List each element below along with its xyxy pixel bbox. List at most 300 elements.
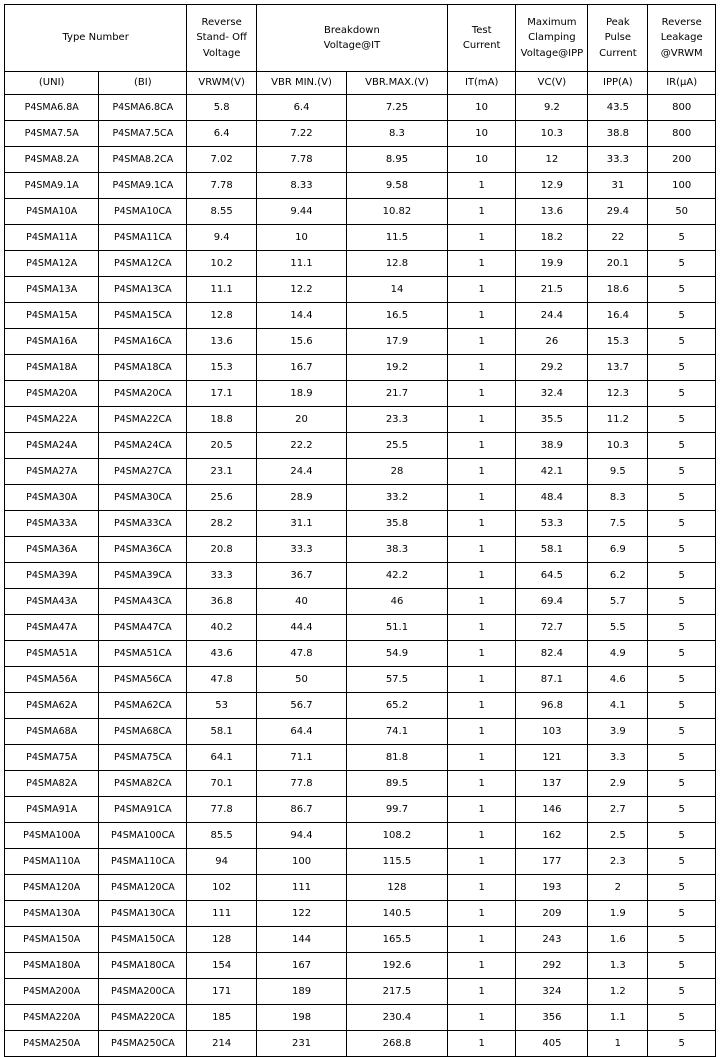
cell-vc: 69.4 <box>516 589 588 615</box>
cell-bi-part-number: P4SMA130CA <box>99 901 187 927</box>
cell-uni-part-number: P4SMA56A <box>5 667 99 693</box>
cell-ipp: 10.3 <box>588 433 648 459</box>
cell-vbr-min: 18.9 <box>256 381 346 407</box>
cell-vrwm: 28.2 <box>187 511 257 537</box>
cell-it: 10 <box>447 121 516 147</box>
cell-it: 1 <box>447 823 516 849</box>
cell-vbr-max: 11.5 <box>347 225 448 251</box>
cell-uni-part-number: P4SMA82A <box>5 771 99 797</box>
cell-vbr-max: 140.5 <box>347 901 448 927</box>
column-header-ipp: IPP(A) <box>588 72 648 95</box>
cell-it: 1 <box>447 329 516 355</box>
cell-vbr-min: 20 <box>256 407 346 433</box>
header-line: Voltage@IT <box>323 40 381 51</box>
cell-ipp: 3.9 <box>588 719 648 745</box>
table-row <box>5 667 716 693</box>
cell-bi-part-number: P4SMA47CA <box>99 615 187 641</box>
cell-it: 1 <box>447 303 516 329</box>
cell-vc: 121 <box>516 745 588 771</box>
cell-ir: 5 <box>648 537 716 563</box>
cell-vbr-min: 47.8 <box>256 641 346 667</box>
header-line: Breakdown <box>324 24 380 36</box>
cell-vbr-max: 28 <box>347 459 448 485</box>
cell-uni-part-number: P4SMA27A <box>5 459 99 485</box>
cell-uni-part-number: P4SMA24A <box>5 433 99 459</box>
cell-vrwm: 102 <box>187 875 257 901</box>
cell-bi-part-number: P4SMA11CA <box>99 225 187 251</box>
table-row <box>5 927 716 953</box>
cell-vc: 72.7 <box>516 615 588 641</box>
cell-vbr-min: 111 <box>256 875 346 901</box>
cell-vc: 177 <box>516 849 588 875</box>
cell-ipp: 4.6 <box>588 667 648 693</box>
cell-uni-part-number: P4SMA39A <box>5 563 99 589</box>
cell-bi-part-number: P4SMA7.5CA <box>99 121 187 147</box>
cell-ir: 5 <box>648 979 716 1005</box>
cell-ir: 5 <box>648 849 716 875</box>
cell-it: 1 <box>447 849 516 875</box>
table-row <box>5 95 716 121</box>
cell-bi-part-number: P4SMA91CA <box>99 797 187 823</box>
cell-vc: 9.2 <box>516 95 588 121</box>
cell-vbr-min: 28.9 <box>256 485 346 511</box>
cell-ir: 5 <box>648 953 716 979</box>
cell-ir: 5 <box>648 797 716 823</box>
cell-vbr-min: 14.4 <box>256 303 346 329</box>
table-header <box>5 5 716 95</box>
header-line: Pulse <box>604 32 632 44</box>
cell-bi-part-number: P4SMA9.1CA <box>99 173 187 199</box>
cell-vbr-min: 100 <box>256 849 346 875</box>
cell-bi-part-number: P4SMA15CA <box>99 303 187 329</box>
cell-vrwm: 185 <box>187 1005 257 1031</box>
cell-uni-part-number: P4SMA200A <box>5 979 99 1005</box>
header-group-test-current <box>447 5 516 72</box>
cell-ir: 5 <box>648 823 716 849</box>
cell-vc: 103 <box>516 719 588 745</box>
cell-ir: 5 <box>648 563 716 589</box>
cell-bi-part-number: P4SMA10CA <box>99 199 187 225</box>
cell-vbr-min: 7.78 <box>256 147 346 173</box>
cell-vbr-max: 25.5 <box>347 433 448 459</box>
cell-vbr-max: 33.2 <box>347 485 448 511</box>
cell-uni-part-number: P4SMA7.5A <box>5 121 99 147</box>
cell-uni-part-number: P4SMA62A <box>5 693 99 719</box>
cell-vbr-min: 10 <box>256 225 346 251</box>
table-row <box>5 719 716 745</box>
cell-uni-part-number: P4SMA18A <box>5 355 99 381</box>
cell-ipp: 43.5 <box>588 95 648 121</box>
cell-bi-part-number: P4SMA68CA <box>99 719 187 745</box>
table-row <box>5 407 716 433</box>
cell-bi-part-number: P4SMA13CA <box>99 277 187 303</box>
cell-vbr-min: 86.7 <box>256 797 346 823</box>
table-row <box>5 433 716 459</box>
cell-uni-part-number: P4SMA20A <box>5 381 99 407</box>
cell-ipp: 20.1 <box>588 251 648 277</box>
cell-ipp: 2 <box>588 875 648 901</box>
cell-vbr-min: 64.4 <box>256 719 346 745</box>
cell-bi-part-number: P4SMA150CA <box>99 927 187 953</box>
table-row <box>5 641 716 667</box>
cell-vrwm: 47.8 <box>187 667 257 693</box>
cell-ipp: 13.7 <box>588 355 648 381</box>
table-row <box>5 121 716 147</box>
cell-vbr-min: 50 <box>256 667 346 693</box>
cell-vbr-min: 36.7 <box>256 563 346 589</box>
cell-uni-part-number: P4SMA12A <box>5 251 99 277</box>
cell-vrwm: 20.5 <box>187 433 257 459</box>
cell-vrwm: 11.1 <box>187 277 257 303</box>
table-row <box>5 589 716 615</box>
cell-ir: 50 <box>648 199 716 225</box>
cell-vbr-max: 89.5 <box>347 771 448 797</box>
cell-vbr-max: 7.25 <box>347 95 448 121</box>
cell-it: 1 <box>447 459 516 485</box>
cell-bi-part-number: P4SMA100CA <box>99 823 187 849</box>
cell-it: 10 <box>447 147 516 173</box>
cell-bi-part-number: P4SMA36CA <box>99 537 187 563</box>
cell-it: 1 <box>447 797 516 823</box>
cell-ipp: 22 <box>588 225 648 251</box>
header-line: Test <box>471 24 492 36</box>
table-row <box>5 615 716 641</box>
cell-ipp: 1.2 <box>588 979 648 1005</box>
cell-ir: 5 <box>648 615 716 641</box>
header-line: Stand- Off <box>196 32 247 44</box>
cell-vbr-max: 8.3 <box>347 121 448 147</box>
cell-vc: 12 <box>516 147 588 173</box>
cell-vbr-max: 46 <box>347 589 448 615</box>
cell-vbr-min: 71.1 <box>256 745 346 771</box>
cell-vbr-max: 14 <box>347 277 448 303</box>
cell-vc: 356 <box>516 1005 588 1031</box>
cell-ir: 200 <box>648 147 716 173</box>
table-row <box>5 745 716 771</box>
cell-vrwm: 12.8 <box>187 303 257 329</box>
cell-it: 1 <box>447 927 516 953</box>
cell-vc: 19.9 <box>516 251 588 277</box>
cell-ir: 5 <box>648 459 716 485</box>
cell-bi-part-number: P4SMA30CA <box>99 485 187 511</box>
column-header-bi: (BI) <box>99 72 187 95</box>
cell-vbr-min: 40 <box>256 589 346 615</box>
cell-bi-part-number: P4SMA43CA <box>99 589 187 615</box>
table-row <box>5 225 716 251</box>
cell-ir: 100 <box>648 173 716 199</box>
cell-ir: 5 <box>648 485 716 511</box>
cell-ipp: 31 <box>588 173 648 199</box>
header-line: Reverse <box>661 16 702 28</box>
cell-vrwm: 171 <box>187 979 257 1005</box>
cell-bi-part-number: P4SMA12CA <box>99 251 187 277</box>
cell-vbr-max: 9.58 <box>347 173 448 199</box>
cell-vc: 21.5 <box>516 277 588 303</box>
cell-bi-part-number: P4SMA200CA <box>99 979 187 1005</box>
cell-ipp: 38.8 <box>588 121 648 147</box>
cell-ipp: 12.3 <box>588 381 648 407</box>
header-line: Voltage@IPP <box>520 47 584 59</box>
cell-it: 1 <box>447 355 516 381</box>
cell-bi-part-number: P4SMA110CA <box>99 849 187 875</box>
cell-ipp: 2.5 <box>588 823 648 849</box>
cell-uni-part-number: P4SMA120A <box>5 875 99 901</box>
cell-vrwm: 18.8 <box>187 407 257 433</box>
table-row <box>5 901 716 927</box>
cell-ir: 5 <box>648 1005 716 1031</box>
cell-vc: 193 <box>516 875 588 901</box>
cell-vrwm: 154 <box>187 953 257 979</box>
cell-vc: 82.4 <box>516 641 588 667</box>
cell-ipp: 1.3 <box>588 953 648 979</box>
cell-it: 1 <box>447 693 516 719</box>
header-line: Maximum <box>527 16 577 28</box>
table-row <box>5 251 716 277</box>
cell-vbr-min: 22.2 <box>256 433 346 459</box>
cell-ir: 5 <box>648 225 716 251</box>
cell-vrwm: 7.02 <box>187 147 257 173</box>
header-group-reverse-standoff-voltage <box>187 5 257 72</box>
cell-ir: 5 <box>648 745 716 771</box>
cell-vbr-min: 16.7 <box>256 355 346 381</box>
column-header-it: IT(mA) <box>447 72 516 95</box>
table-row <box>5 303 716 329</box>
cell-vc: 146 <box>516 797 588 823</box>
cell-vbr-max: 54.9 <box>347 641 448 667</box>
cell-vrwm: 70.1 <box>187 771 257 797</box>
cell-it: 1 <box>447 901 516 927</box>
cell-uni-part-number: P4SMA8.2A <box>5 147 99 173</box>
header-group-type-number <box>5 5 187 72</box>
cell-ir: 5 <box>648 251 716 277</box>
cell-vbr-max: 217.5 <box>347 979 448 1005</box>
cell-it: 1 <box>447 251 516 277</box>
cell-it: 1 <box>447 875 516 901</box>
table-row <box>5 979 716 1005</box>
cell-vbr-max: 51.1 <box>347 615 448 641</box>
cell-ipp: 33.3 <box>588 147 648 173</box>
cell-bi-part-number: P4SMA22CA <box>99 407 187 433</box>
table-row <box>5 173 716 199</box>
cell-bi-part-number: P4SMA33CA <box>99 511 187 537</box>
cell-vbr-max: 65.2 <box>347 693 448 719</box>
cell-bi-part-number: P4SMA62CA <box>99 693 187 719</box>
table-row <box>5 147 716 173</box>
cell-uni-part-number: P4SMA150A <box>5 927 99 953</box>
cell-uni-part-number: P4SMA6.8A <box>5 95 99 121</box>
cell-vbr-min: 11.1 <box>256 251 346 277</box>
header-line: Peak <box>605 16 630 28</box>
cell-uni-part-number: P4SMA16A <box>5 329 99 355</box>
cell-bi-part-number: P4SMA180CA <box>99 953 187 979</box>
cell-bi-part-number: P4SMA6.8CA <box>99 95 187 121</box>
cell-vrwm: 5.8 <box>187 95 257 121</box>
cell-ir: 5 <box>648 641 716 667</box>
table-row <box>5 485 716 511</box>
table-row <box>5 537 716 563</box>
cell-vbr-min: 7.22 <box>256 121 346 147</box>
table-row <box>5 823 716 849</box>
cell-bi-part-number: P4SMA56CA <box>99 667 187 693</box>
cell-vbr-max: 74.1 <box>347 719 448 745</box>
cell-uni-part-number: P4SMA33A <box>5 511 99 537</box>
cell-vbr-max: 12.8 <box>347 251 448 277</box>
cell-ir: 5 <box>648 433 716 459</box>
cell-vrwm: 77.8 <box>187 797 257 823</box>
header-line: Leakage <box>660 32 703 44</box>
cell-bi-part-number: P4SMA220CA <box>99 1005 187 1031</box>
cell-bi-part-number: P4SMA82CA <box>99 771 187 797</box>
cell-ipp: 11.2 <box>588 407 648 433</box>
table-row <box>5 563 716 589</box>
cell-uni-part-number: P4SMA91A <box>5 797 99 823</box>
cell-vbr-max: 8.95 <box>347 147 448 173</box>
cell-ir: 5 <box>648 1031 716 1057</box>
cell-it: 10 <box>447 95 516 121</box>
cell-it: 1 <box>447 1031 516 1057</box>
cell-vc: 18.2 <box>516 225 588 251</box>
cell-ipp: 5.5 <box>588 615 648 641</box>
cell-vbr-max: 16.5 <box>347 303 448 329</box>
cell-ir: 5 <box>648 875 716 901</box>
cell-vbr-max: 99.7 <box>347 797 448 823</box>
cell-vbr-max: 165.5 <box>347 927 448 953</box>
cell-vrwm: 23.1 <box>187 459 257 485</box>
cell-vbr-max: 81.8 <box>347 745 448 771</box>
cell-it: 1 <box>447 667 516 693</box>
cell-vbr-min: 31.1 <box>256 511 346 537</box>
cell-it: 1 <box>447 381 516 407</box>
table-row <box>5 771 716 797</box>
cell-vrwm: 6.4 <box>187 121 257 147</box>
cell-bi-part-number: P4SMA27CA <box>99 459 187 485</box>
cell-ir: 5 <box>648 719 716 745</box>
header-line: @VRWM <box>660 47 703 59</box>
cell-ipp: 1.6 <box>588 927 648 953</box>
cell-vrwm: 8.55 <box>187 199 257 225</box>
cell-ipp: 3.3 <box>588 745 648 771</box>
cell-vc: 26 <box>516 329 588 355</box>
cell-vbr-max: 115.5 <box>347 849 448 875</box>
cell-vbr-min: 198 <box>256 1005 346 1031</box>
table-row <box>5 693 716 719</box>
cell-vbr-max: 268.8 <box>347 1031 448 1057</box>
cell-vc: 405 <box>516 1031 588 1057</box>
column-header-vc: VC(V) <box>516 72 588 95</box>
cell-ipp: 2.9 <box>588 771 648 797</box>
cell-vbr-min: 9.44 <box>256 199 346 225</box>
cell-it: 1 <box>447 225 516 251</box>
cell-it: 1 <box>447 589 516 615</box>
cell-ir: 5 <box>648 667 716 693</box>
cell-bi-part-number: P4SMA120CA <box>99 875 187 901</box>
cell-it: 1 <box>447 953 516 979</box>
cell-ir: 5 <box>648 511 716 537</box>
cell-it: 1 <box>447 407 516 433</box>
cell-ir: 5 <box>648 771 716 797</box>
table-row <box>5 511 716 537</box>
cell-uni-part-number: P4SMA9.1A <box>5 173 99 199</box>
cell-vc: 53.3 <box>516 511 588 537</box>
cell-vbr-min: 24.4 <box>256 459 346 485</box>
cell-uni-part-number: P4SMA47A <box>5 615 99 641</box>
header-line: Voltage <box>202 47 241 59</box>
cell-vrwm: 10.2 <box>187 251 257 277</box>
table-row <box>5 849 716 875</box>
cell-vrwm: 85.5 <box>187 823 257 849</box>
cell-vbr-max: 19.2 <box>347 355 448 381</box>
cell-vbr-min: 94.4 <box>256 823 346 849</box>
cell-ipp: 6.9 <box>588 537 648 563</box>
cell-ipp: 5.7 <box>588 589 648 615</box>
cell-ipp: 4.9 <box>588 641 648 667</box>
cell-vrwm: 53 <box>187 693 257 719</box>
cell-vrwm: 9.4 <box>187 225 257 251</box>
cell-vrwm: 214 <box>187 1031 257 1057</box>
cell-vrwm: 15.3 <box>187 355 257 381</box>
cell-vc: 209 <box>516 901 588 927</box>
cell-uni-part-number: P4SMA180A <box>5 953 99 979</box>
cell-vbr-min: 189 <box>256 979 346 1005</box>
column-header-uni: (UNI) <box>5 72 99 95</box>
cell-vc: 10.3 <box>516 121 588 147</box>
cell-vbr-min: 8.33 <box>256 173 346 199</box>
cell-vbr-max: 128 <box>347 875 448 901</box>
cell-it: 1 <box>447 719 516 745</box>
header-group-peak-pulse-current <box>588 5 648 72</box>
cell-it: 1 <box>447 745 516 771</box>
cell-vc: 13.6 <box>516 199 588 225</box>
cell-bi-part-number: P4SMA75CA <box>99 745 187 771</box>
cell-vc: 38.9 <box>516 433 588 459</box>
cell-vc: 12.9 <box>516 173 588 199</box>
cell-vbr-max: 21.7 <box>347 381 448 407</box>
cell-ipp: 18.6 <box>588 277 648 303</box>
cell-vbr-min: 6.4 <box>256 95 346 121</box>
cell-uni-part-number: P4SMA43A <box>5 589 99 615</box>
cell-ir: 5 <box>648 693 716 719</box>
cell-ir: 5 <box>648 355 716 381</box>
cell-vc: 292 <box>516 953 588 979</box>
cell-vc: 29.2 <box>516 355 588 381</box>
cell-bi-part-number: P4SMA51CA <box>99 641 187 667</box>
header-line: Type Number <box>62 32 129 44</box>
cell-vbr-min: 167 <box>256 953 346 979</box>
cell-vbr-min: 231 <box>256 1031 346 1057</box>
cell-bi-part-number: P4SMA16CA <box>99 329 187 355</box>
cell-it: 1 <box>447 563 516 589</box>
cell-ipp: 16.4 <box>588 303 648 329</box>
cell-it: 1 <box>447 173 516 199</box>
cell-vrwm: 64.1 <box>187 745 257 771</box>
cell-ir: 800 <box>648 95 716 121</box>
cell-vrwm: 94 <box>187 849 257 875</box>
cell-ir: 800 <box>648 121 716 147</box>
cell-vc: 48.4 <box>516 485 588 511</box>
cell-uni-part-number: P4SMA13A <box>5 277 99 303</box>
cell-bi-part-number: P4SMA24CA <box>99 433 187 459</box>
cell-bi-part-number: P4SMA39CA <box>99 563 187 589</box>
cell-it: 1 <box>447 1005 516 1031</box>
cell-vrwm: 20.8 <box>187 537 257 563</box>
cell-ir: 5 <box>648 901 716 927</box>
cell-uni-part-number: P4SMA36A <box>5 537 99 563</box>
cell-vrwm: 40.2 <box>187 615 257 641</box>
column-header-vbr-max: VBR.MAX.(V) <box>347 72 448 95</box>
cell-vrwm: 17.1 <box>187 381 257 407</box>
column-header-ir: IR(μA) <box>648 72 716 95</box>
cell-ipp: 1.9 <box>588 901 648 927</box>
